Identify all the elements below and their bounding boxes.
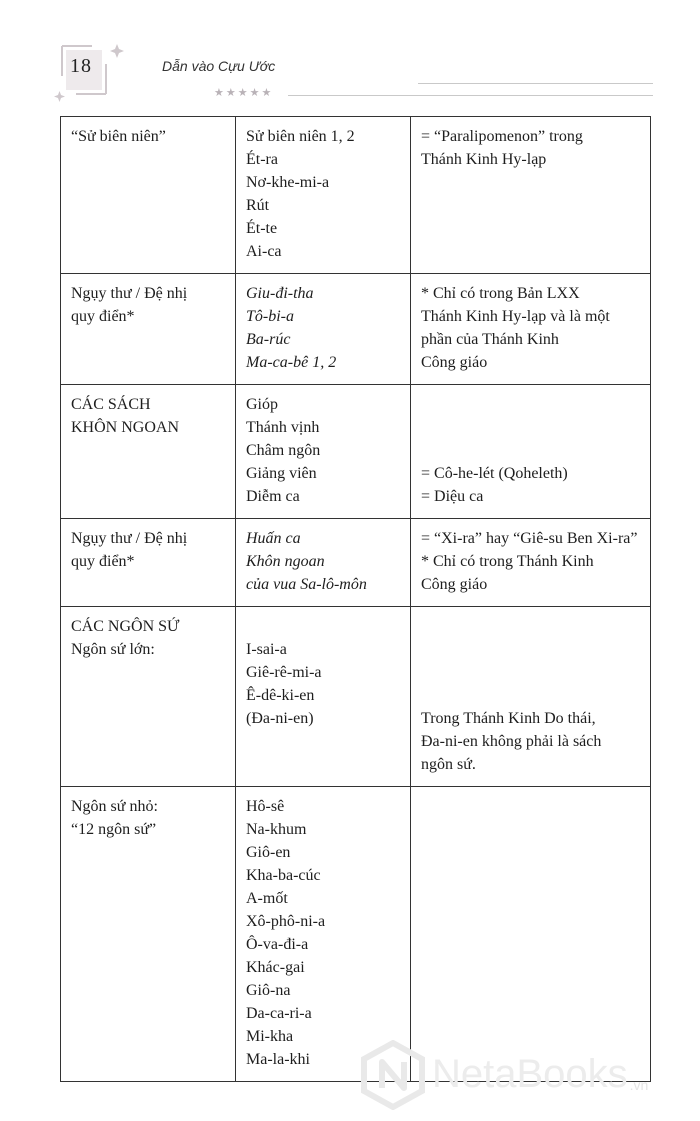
category-cell (61, 787, 236, 1082)
books-line: Gióp (246, 396, 278, 413)
category-line: Ngụy thư / Đệ nhị (71, 285, 188, 302)
notes-line (421, 615, 642, 638)
table-row (61, 117, 651, 274)
books-cell (236, 274, 411, 385)
notes-line: Công giáo (421, 354, 488, 371)
notes-line: = “Paralipomenon” trong (421, 128, 583, 145)
notes-cell (411, 117, 651, 274)
notes-cell (411, 607, 651, 787)
notes-line: * Chỉ có trong Thánh Kinh (421, 553, 594, 570)
category-line: “12 ngôn sứ” (71, 821, 157, 838)
category-cell (61, 519, 236, 607)
category-line: KHÔN NGOAN (71, 419, 179, 436)
notes-line: Công giáo (421, 576, 488, 593)
books-line: Châm ngôn (246, 442, 321, 459)
running-title: Dẫn vào Cựu Ước (162, 58, 276, 74)
books-line: Sử biên niên 1, 2 (246, 128, 355, 145)
books-line: Tô-bi-a (246, 308, 294, 325)
category-line: Ngôn sứ nhỏ: (71, 798, 158, 815)
page-number-frame-ornament (0, 0, 700, 110)
books-table (60, 116, 651, 1082)
books-cell (236, 117, 411, 274)
watermark-suffix: .vn (629, 1076, 649, 1093)
watermark (360, 1032, 700, 1117)
category-line: Ngôn sứ lớn: (71, 641, 155, 658)
header-rule-bottom (288, 95, 653, 96)
books-line: Ô-va-đi-a (246, 936, 309, 953)
category-line: “Sử biên niên” (71, 128, 166, 145)
notes-cell (411, 385, 651, 519)
page-header (0, 0, 700, 110)
books-cell (236, 607, 411, 787)
category-line: quy điển* (71, 308, 135, 325)
books-line: Xô-phô-ni-a (246, 913, 326, 930)
category-line: CÁC SÁCH (71, 396, 151, 413)
category-line: CÁC NGÔN SỨ (71, 618, 180, 635)
books-line: Nơ-khe-mi-a (246, 174, 330, 191)
notes-cell (411, 519, 651, 607)
books-line: I-sai-a (246, 641, 287, 658)
books-line: Ét-ra (246, 151, 278, 168)
category-cell (61, 117, 236, 274)
notes-line: = “Xi-ra” hay “Giê-su Ben Xi-ra” (421, 530, 638, 547)
books-line: Giu-đi-tha (246, 285, 314, 302)
books-line: Thánh vịnh (246, 419, 320, 436)
category-line: Ngụy thư / Đệ nhị (71, 530, 188, 547)
notes-line (421, 661, 642, 684)
notes-line: Thánh Kinh Hy-lạp (421, 151, 547, 168)
books-line: Da-ca-ri-a (246, 1005, 312, 1022)
notes-line: Trong Thánh Kinh Do thái, (421, 710, 596, 727)
header-rule-top (418, 83, 653, 84)
notes-line (421, 684, 642, 707)
books-line: (Đa-ni-en) (246, 710, 314, 727)
notes-line (421, 638, 642, 661)
books-line: Ma-la-khi (246, 1051, 310, 1068)
notes-line: = Cô-he-lét (Qoheleth) (421, 465, 568, 482)
category-cell (61, 274, 236, 385)
notes-cell (411, 274, 651, 385)
books-line (246, 615, 402, 638)
books-line: Giê-rê-mi-a (246, 664, 322, 681)
notes-line (421, 416, 642, 439)
table-row (61, 607, 651, 787)
books-line: Ét-te (246, 220, 278, 237)
books-line: Na-khum (246, 821, 307, 838)
books-line: Khôn ngoan (246, 553, 325, 570)
notes-line: ngôn sứ. (421, 756, 476, 773)
netabooks-logo-icon (360, 1040, 426, 1110)
books-cell (236, 385, 411, 519)
notes-line: = Diệu ca (421, 488, 484, 505)
books-line: Huấn ca (246, 530, 301, 547)
notes-line: Đa-ni-en không phải là sách (421, 733, 602, 750)
watermark-brand: NetaBooks (432, 1052, 628, 1096)
books-line: Ai-ca (246, 243, 282, 260)
books-line: Rút (246, 197, 270, 214)
notes-line: phần của Thánh Kinh (421, 331, 559, 348)
books-line: Ma-ca-bê 1, 2 (246, 354, 337, 371)
books-line: Ê-dê-ki-en (246, 687, 315, 704)
notes-line (421, 393, 642, 416)
page-number: 18 (70, 55, 92, 77)
books-line: A-mốt (246, 890, 288, 907)
notes-line: * Chỉ có trong Bản LXX (421, 285, 580, 302)
books-line: Giô-en (246, 844, 291, 861)
category-cell (61, 607, 236, 787)
books-line: Mi-kha (246, 1028, 294, 1045)
table-row (61, 385, 651, 519)
books-line: Kha-ba-cúc (246, 867, 321, 884)
notes-line (421, 439, 642, 462)
books-line: Ba-rúc (246, 331, 291, 348)
category-cell (61, 385, 236, 519)
books-line: Diễm ca (246, 488, 300, 505)
books-cell (236, 519, 411, 607)
books-table-body (61, 117, 651, 1082)
table-row (61, 274, 651, 385)
books-line: của vua Sa-lô-môn (246, 576, 367, 593)
table-row (61, 519, 651, 607)
books-line: Khác-gai (246, 959, 305, 976)
books-line: Giô-na (246, 982, 291, 999)
books-line: Giảng viên (246, 465, 317, 482)
books-line: Hô-sê (246, 798, 285, 815)
star-ornament-icon: ★★★★★ (214, 87, 274, 99)
notes-line: Thánh Kinh Hy-lạp và là một (421, 308, 610, 325)
category-line: quy điển* (71, 553, 135, 570)
